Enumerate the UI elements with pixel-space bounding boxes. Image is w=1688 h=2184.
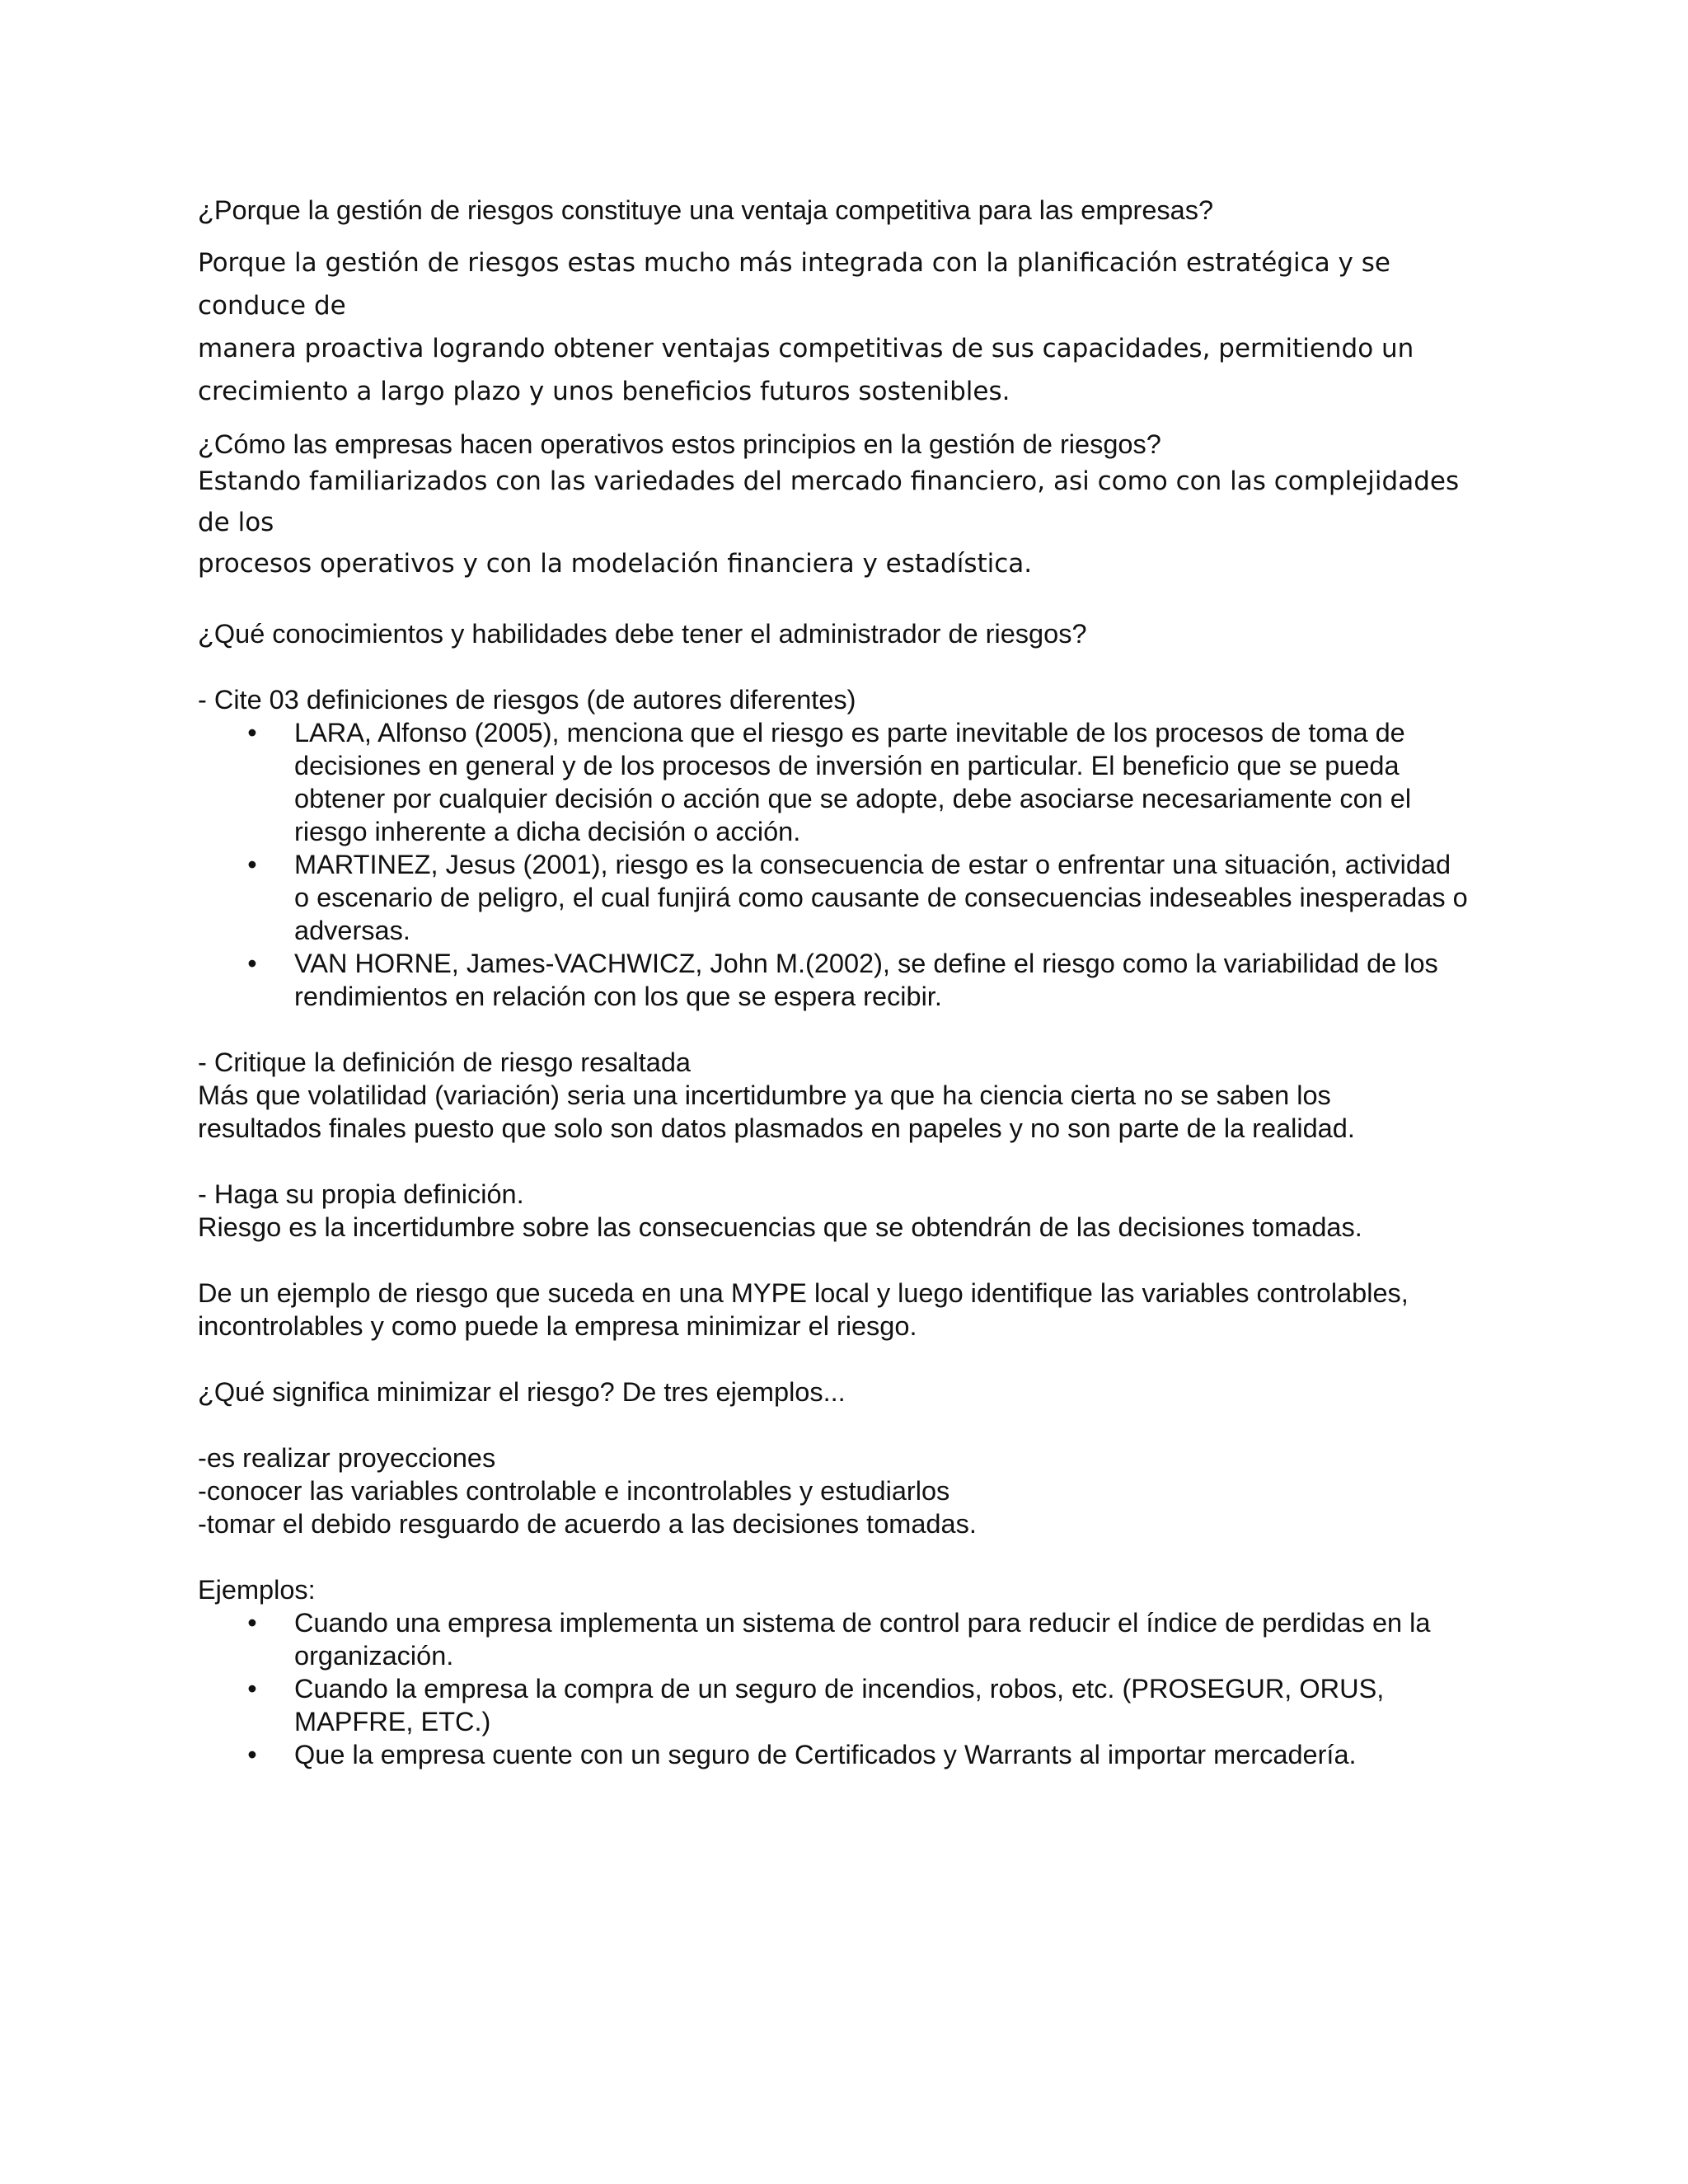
answer-line: -es realizar proyecciones	[198, 1443, 496, 1473]
bullet-icon: •	[247, 1674, 257, 1704]
answer-line: -tomar el debido resguardo de acuerdo a las decisiones tomadas.	[198, 1509, 977, 1539]
question-line: incontrolables y como puede la empresa minimizar el riesgo.	[198, 1311, 917, 1341]
answer-line: resultados finales puesto que solo son datos plasmados en papeles y no son parte de la realidad.	[198, 1113, 1355, 1143]
question-risk-definitions: - Cite 03 definiciones de riesgos (de autores diferentes)	[198, 685, 856, 715]
list-item-line: organización.	[294, 1641, 454, 1671]
question-mype-example	[198, 1277, 1496, 1343]
list-item	[198, 1672, 1496, 1738]
list-item	[198, 947, 1496, 1013]
bullet-icon: •	[247, 718, 257, 748]
list-item-line: MARTINEZ, Jesus (2001), riesgo es la consecuencia de estar o enfrentar una situación, actividad	[294, 850, 1451, 879]
list-item-line: o escenario de peligro, el cual funjirá como causante de consecuencias indeseables inesperadas o	[294, 883, 1468, 912]
document-page	[198, 194, 1496, 1771]
answer-line: procesos operativos y con la modelación financiera y estadística.	[198, 549, 1033, 579]
question-risk-manager-skills: ¿Qué conocimientos y habilidades debe tener el administrador de riesgos?	[198, 619, 1087, 649]
answer-line: crecimiento a largo plazo y unos beneficios futuros sostenibles.	[198, 377, 1010, 406]
list-item-line: Que la empresa cuente con un seguro de Certificados y Warrants al importar mercadería.	[294, 1740, 1357, 1769]
list-item-line: adversas.	[294, 916, 410, 945]
answer-minimize-risk	[198, 1441, 1496, 1540]
bullet-icon: •	[247, 949, 257, 978]
answer-line: -conocer las variables controlable e incontrolables y estudiarlos	[198, 1476, 950, 1506]
question-line: De un ejemplo de riesgo que suceda en una MYPE local y luego identifique las variables controlables,	[198, 1278, 1409, 1308]
list-item-line: Cuando una empresa implementa un sistema de control para reducir el índice de perdidas en la	[294, 1608, 1431, 1638]
list-item	[198, 848, 1496, 947]
question-operational-principles: ¿Cómo las empresas hacen operativos estos principios en la gestión de riesgos?	[198, 429, 1161, 459]
list-item	[198, 1738, 1496, 1771]
list-item	[198, 716, 1496, 848]
answer-competitive-advantage	[198, 241, 1496, 413]
answer-own-definition: Riesgo es la incertidumbre sobre las consecuencias que se obtendrán de las decisiones tomadas.	[198, 1212, 1362, 1242]
question-critique-definition: - Critique la definición de riesgo resaltada	[198, 1047, 691, 1077]
list-item-line: obtener por cualquier decisión o acción que se adopte, debe asociarse necesariamente con el	[294, 784, 1412, 813]
list-item-line: riesgo inherente a dicha decisión o acción.	[294, 817, 801, 846]
list-item-line: Cuando la empresa la compra de un seguro de incendios, robos, etc. (PROSEGUR, ORUS,	[294, 1674, 1385, 1704]
answer-line: manera proactiva logrando obtener ventajas competitivas de sus capacidades, permitiendo un	[198, 334, 1414, 363]
list-item-line: decisiones en general y de los procesos de inversión en particular. El beneficio que se pueda	[294, 751, 1400, 780]
answer-operational-principles	[198, 461, 1496, 584]
examples-heading: Ejemplos:	[198, 1575, 316, 1605]
answer-line: Más que volatilidad (variación) seria una incertidumbre ya que ha ciencia cierta no se saben los	[198, 1080, 1331, 1110]
examples-list	[198, 1606, 1496, 1771]
bullet-icon: •	[247, 1740, 257, 1769]
list-item-line: rendimientos en relación con los que se espera recibir.	[294, 982, 942, 1011]
answer-line: Porque la gestión de riesgos estas mucho más integrada con la planificación estratégica y se conduce de	[198, 248, 1390, 321]
question-competitive-advantage: ¿Porque la gestión de riesgos constituye una ventaja competitiva para las empresas?	[198, 195, 1214, 225]
list-item-line: MAPFRE, ETC.)	[294, 1707, 491, 1736]
question-minimize-risk: ¿Qué significa minimizar el riesgo? De tres ejemplos...	[198, 1377, 846, 1407]
list-item	[198, 1606, 1496, 1672]
bullet-icon: •	[247, 850, 257, 879]
list-item-line: VAN HORNE, James-VACHWICZ, John M.(2002), se define el riesgo como la variabilidad de los	[294, 949, 1438, 978]
answer-line: Estando familiarizados con las variedades del mercado financiero, asi como con las complejidades de los	[198, 466, 1460, 537]
risk-definitions-list	[198, 716, 1496, 1013]
question-own-definition: - Haga su propia definición.	[198, 1179, 524, 1209]
answer-critique-definition	[198, 1079, 1496, 1145]
list-item-line: LARA, Alfonso (2005), menciona que el riesgo es parte inevitable de los procesos de toma de	[294, 718, 1405, 748]
bullet-icon: •	[247, 1608, 257, 1638]
